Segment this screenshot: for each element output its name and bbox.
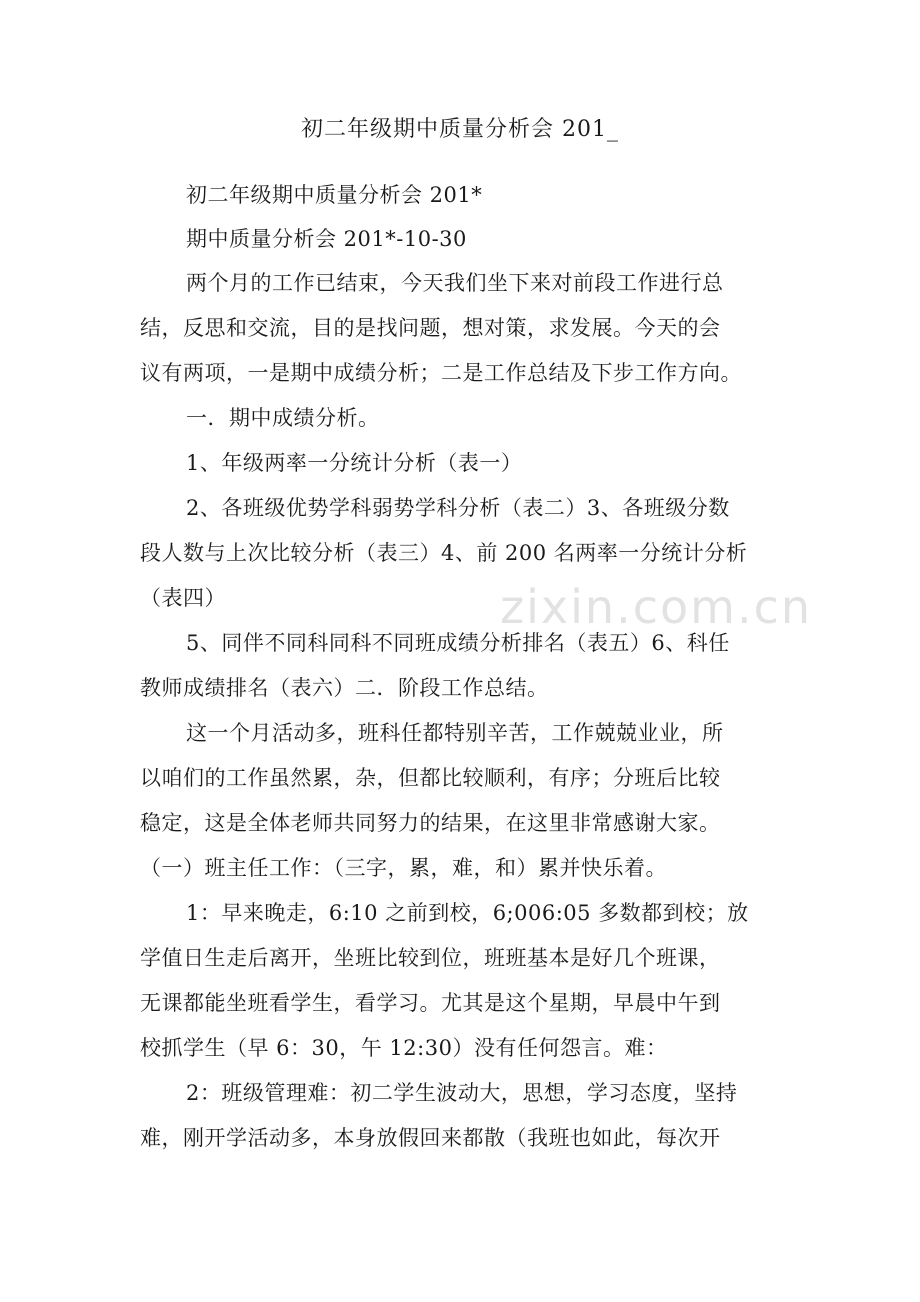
paragraph-line: 5、同伴不同科同科不同班成绩分析排名（表五）6、科任	[186, 631, 730, 655]
paragraph-line: 两个月的工作已结束，今天我们坐下来对前段工作进行总	[186, 271, 724, 295]
paragraph-line: 校抓学生（早 6：30，午 12:30）没有任何怨言。难：	[140, 1036, 668, 1060]
paragraph-line: 学值日生走后离开，坐班比较到位，班班基本是好几个班课，	[140, 946, 721, 970]
paragraph-line: 结，反思和交流，目的是找问题，想对策，求发展。今天的会	[140, 316, 721, 340]
watermark: zixin.com.cn	[500, 580, 813, 634]
paragraph-line: 稳定，这是全体老师共同努力的结果，在这里非常感谢大家。	[140, 811, 721, 835]
paragraph-line: 2：班级管理难：初二学生波动大，思想，学习态度，坚持	[186, 1081, 738, 1105]
paragraph-line: 初二年级期中质量分析会 201*	[186, 183, 483, 207]
paragraph-line: 无课都能坐班看学生，看学习。尤其是这个星期，早晨中午到	[140, 991, 721, 1015]
paragraph-line: 1：早来晚走，6:10 之前到校，6;006:05 多数都到校；放	[186, 901, 749, 925]
paragraph-line: （一）班主任工作：（三字，累，难，和）累并快乐着。	[140, 856, 667, 880]
document-title: 初二年级期中质量分析会 201_	[301, 117, 619, 142]
paragraph-line: 期中质量分析会 201*-10-30	[186, 227, 467, 251]
paragraph-line: 以咱们的工作虽然累，杂，但都比较顺利，有序；分班后比较	[140, 766, 721, 790]
paragraph-line: 教师成绩排名（表六）二．阶段工作总结。	[140, 676, 549, 700]
section-heading: 一．期中成绩分析。	[186, 406, 380, 430]
paragraph-line: 议有两项，一是期中成绩分析；二是工作总结及下步工作方向。	[140, 361, 742, 385]
paragraph-line: 段人数与上次比较分析（表三）4、前 200 名两率一分统计分析	[140, 541, 748, 565]
paragraph-line: 这一个月活动多，班科任都特别辛苦，工作兢兢业业，所	[186, 721, 724, 745]
paragraph-line: （表四）	[140, 586, 226, 610]
paragraph-line: 难，刚开学活动多，本身放假回来都散（我班也如此，每次开	[140, 1126, 721, 1150]
paragraph-line: 1、年级两率一分统计分析（表一）	[186, 451, 523, 475]
paragraph-line: 2、各班级优势学科弱势学科分析（表二）3、各班级分数	[186, 496, 730, 520]
